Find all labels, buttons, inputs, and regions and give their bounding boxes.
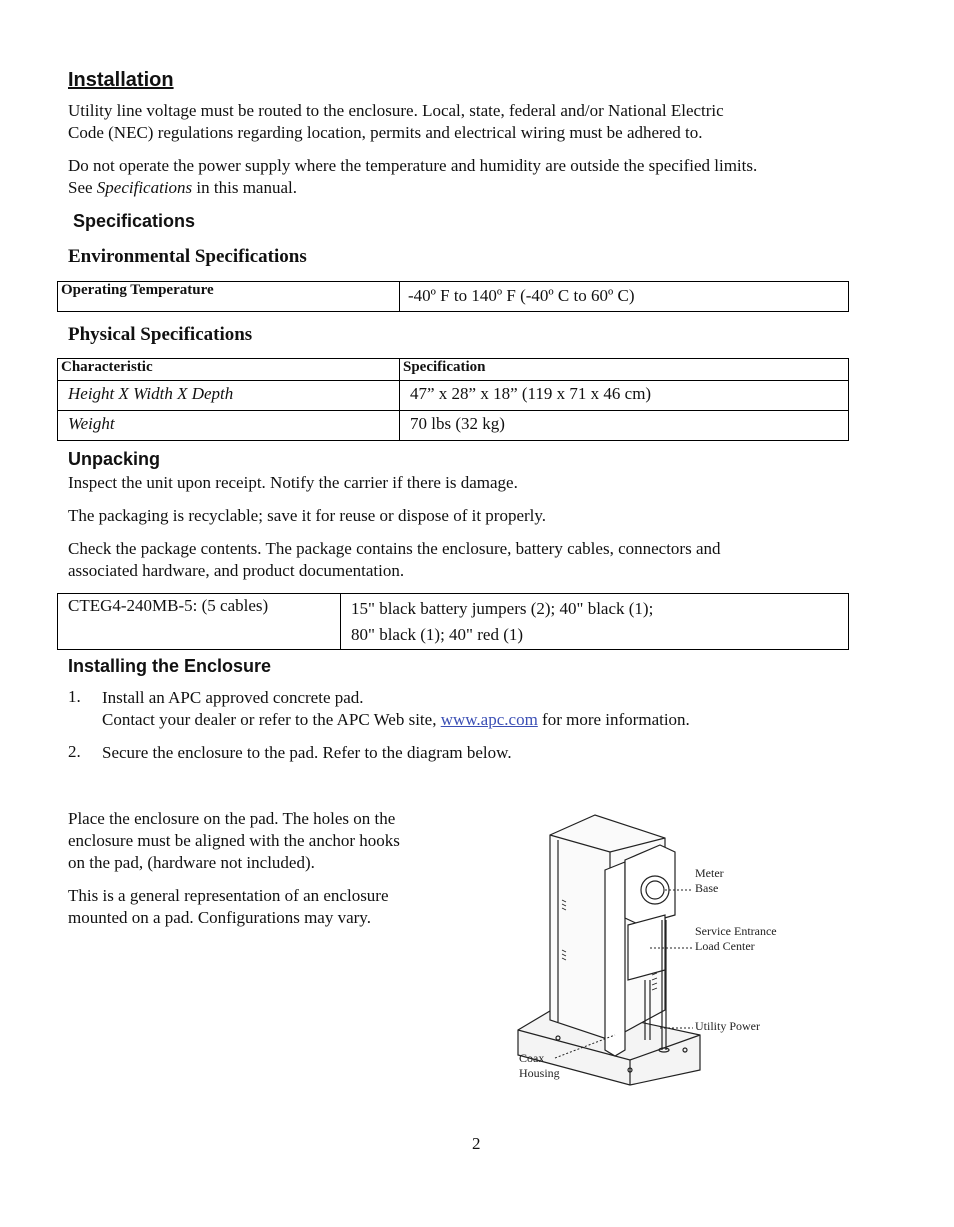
unpacking-para1: Inspect the unit upon receipt. Notify the carrier if there is damage. — [68, 473, 518, 492]
unpacking-para2: The packaging is recyclable; save it for reuse or dispose of it properly. — [68, 506, 547, 525]
step-1-contact-text: Contact your dealer or refer to the APC Web site, — [102, 710, 441, 729]
installation-para1-line1: Utility line voltage must be routed to the enclosure. Local, state, federal and/or National Electric — [68, 101, 724, 120]
unpacking-text — [68, 472, 888, 582]
dimensions-value: 47” x 28” x 18” (119 x 71 x 46 cm) — [400, 381, 849, 411]
unpacking-para3-line2: associated hardware, and product documentation. — [68, 561, 405, 580]
operating-temperature-label: Operating Temperature — [58, 282, 400, 312]
cables-table — [57, 593, 849, 650]
installation-para2-line1: Do not operate the power supply where the temperature and humidity are outside the specified limits. — [68, 156, 758, 175]
environmental-table — [57, 281, 849, 312]
page-number: 2 — [472, 1134, 481, 1153]
place-line2: enclosure must be aligned with the anchor hooks — [68, 831, 400, 850]
characteristic-header: Characteristic — [58, 359, 400, 381]
manual-text: in this manual. — [192, 178, 297, 197]
place-line3: on the pad, (hardware not included). — [68, 853, 315, 872]
representation-paragraph — [68, 885, 468, 929]
weight-value: 70 lbs (32 kg) — [400, 411, 849, 441]
step-2-number: 2. — [68, 742, 81, 761]
unpacking-heading: Unpacking — [68, 449, 161, 469]
environmental-specifications-heading: Environmental Specifications — [68, 246, 307, 267]
cable-kit-label: CTEG4-240MB-5: (5 cables) — [58, 594, 341, 650]
service-label-line1: Service Entrance — [695, 924, 777, 938]
physical-table — [57, 358, 849, 441]
cable-kit-contents — [341, 594, 849, 650]
cable-kit-line1: 15" black battery jumpers (2); 40" black (1); — [351, 599, 654, 618]
step-1-number: 1. — [68, 687, 81, 706]
table-row — [58, 381, 849, 411]
table-row — [58, 594, 849, 650]
specifications-reference: Specifications — [96, 178, 193, 197]
installation-para2-line2 — [68, 177, 888, 199]
general-line2: mounted on a pad. Configurations may vary. — [68, 908, 371, 927]
place-line1: Place the enclosure on the pad. The holes on the — [68, 809, 396, 828]
step-1-more-info-text: for more information. — [537, 710, 690, 729]
enclosure-diagram — [500, 800, 800, 1095]
installation-para1-line2: Code (NEC) regulations regarding location, permits and electrical wiring must be adhered to. — [68, 123, 703, 142]
specification-header: Specification — [400, 359, 849, 381]
see-text: See — [68, 178, 97, 197]
coax-label-line1: Coax — [519, 1051, 545, 1065]
table-row — [58, 359, 849, 381]
installation-paragraph-2 — [68, 155, 888, 199]
unpacking-para3-line1: Check the package contents. The package contains the enclosure, battery cables, connectors and — [68, 539, 721, 558]
placement-paragraph — [68, 808, 468, 874]
service-label-line2: Load Center — [695, 939, 755, 953]
enclosure-drawing — [518, 815, 700, 1085]
installation-paragraph-1 — [68, 100, 868, 144]
meter-label-line2: Base — [695, 881, 719, 895]
step-1-line2 — [102, 709, 690, 731]
installing-enclosure-heading: Installing the Enclosure — [68, 656, 272, 676]
operating-temperature-value: -40º F to 140º F (-40º C to 60º C) — [400, 282, 849, 312]
dimensions-label: Height X Width X Depth — [58, 381, 400, 411]
physical-specifications-heading: Physical Specifications — [68, 324, 253, 345]
weight-label: Weight — [58, 411, 400, 441]
installation-steps — [68, 687, 888, 764]
table-row — [58, 282, 849, 312]
step-2-text: Secure the enclosure to the pad. Refer to the diagram below. — [102, 743, 512, 762]
general-line1: This is a general representation of an enclosure — [68, 886, 389, 905]
utility-power-label: Utility Power — [695, 1019, 760, 1033]
coax-label-line2: Housing — [519, 1066, 560, 1080]
step-1-line1: Install an APC approved concrete pad. — [102, 688, 364, 707]
step-1 — [68, 687, 888, 731]
specifications-heading: Specifications — [73, 211, 196, 231]
step-2 — [68, 742, 888, 764]
table-row — [58, 411, 849, 441]
meter-label-line1: Meter — [695, 866, 724, 880]
cable-kit-line2: 80" black (1); 40" red (1) — [351, 625, 524, 644]
installation-heading: Installation — [68, 69, 174, 91]
apc-website-link[interactable]: www.apc.com — [440, 710, 538, 729]
